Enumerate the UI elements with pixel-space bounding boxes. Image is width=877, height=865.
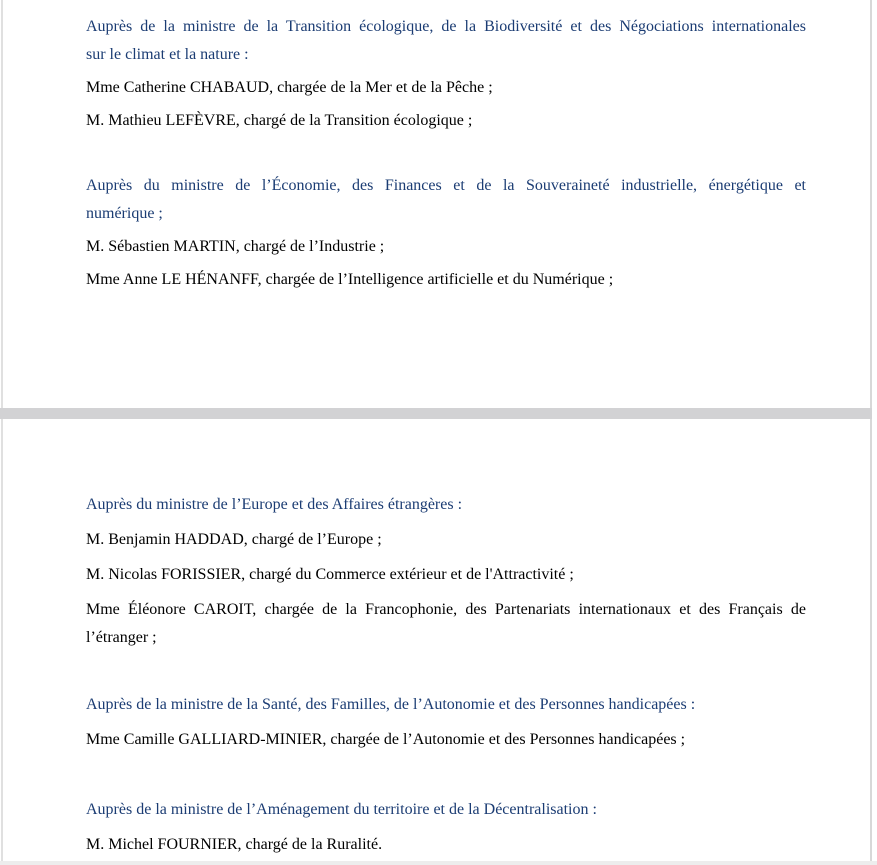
ministry-heading-sante [86, 691, 806, 719]
appointee-line: Mme Anne LE HÉNANFF, chargée de l’Intelligence artificielle et du Numérique ; [86, 271, 614, 288]
appointee-martin [86, 233, 806, 261]
appointee-line: M. Benjamin HADDAD, chargé de l’Europe ; [86, 531, 382, 548]
document-page-1 [0, 0, 877, 408]
appointee-line: Mme Camille GALLIARD-MINIER, chargée de l’Autonomie et des Personnes handicapées ; [86, 731, 686, 748]
ministry-heading-transition-ecologique [86, 13, 806, 69]
ministry-heading-economie [86, 172, 806, 228]
document-page-2 [0, 419, 877, 865]
appointee-lefevre [86, 107, 806, 135]
appointee-fournier [86, 831, 806, 859]
page-break-gap [0, 408, 872, 419]
appointee-line: M. Sébastien MARTIN, chargé de l’Industrie ; [86, 238, 385, 255]
ministry-heading-europe [86, 491, 806, 519]
heading-line: Auprès du ministre de l’Économie, des Finances et de la Souveraineté industrielle, énergétique et [86, 177, 806, 194]
appointee-forissier [86, 561, 806, 589]
heading-line: Auprès de la ministre de l’Aménagement du territoire et de la Décentralisation : [86, 801, 597, 818]
heading-line: numérique ; [86, 205, 163, 222]
appointee-chabaud [86, 74, 806, 102]
appointee-haddad [86, 526, 806, 554]
appointee-line: M. Nicolas FORISSIER, chargé du Commerce extérieur et de l'Attractivité ; [86, 566, 574, 583]
heading-line: sur le climat et la nature : [86, 46, 249, 63]
appointee-line: Mme Catherine CHABAUD, chargée de la Mer et de la Pêche ; [86, 79, 493, 96]
appointee-line: Mme Éléonore CAROIT, chargée de la Francophonie, des Partenariats internationaux et des Français de [86, 601, 806, 618]
appointee-line: M. Michel FOURNIER, chargé de la Ruralité. [86, 836, 383, 853]
appointee-galliard-minier [86, 726, 806, 754]
viewport-bottom-shade [0, 861, 877, 865]
heading-line: Auprès de la ministre de la Santé, des Familles, de l’Autonomie et des Personnes handicapées : [86, 696, 696, 713]
appointee-caroit [86, 596, 806, 652]
ministry-heading-amenagement [86, 796, 806, 824]
appointee-le-henanff [86, 266, 806, 294]
heading-line: Auprès du ministre de l’Europe et des Affaires étrangères : [86, 496, 463, 513]
appointee-line: M. Mathieu LEFÈVRE, chargé de la Transition écologique ; [86, 112, 473, 129]
appointee-line: l’étranger ; [86, 629, 157, 646]
heading-line: Auprès de la ministre de la Transition écologique, de la Biodiversité et des Négociations internationales [86, 18, 806, 35]
